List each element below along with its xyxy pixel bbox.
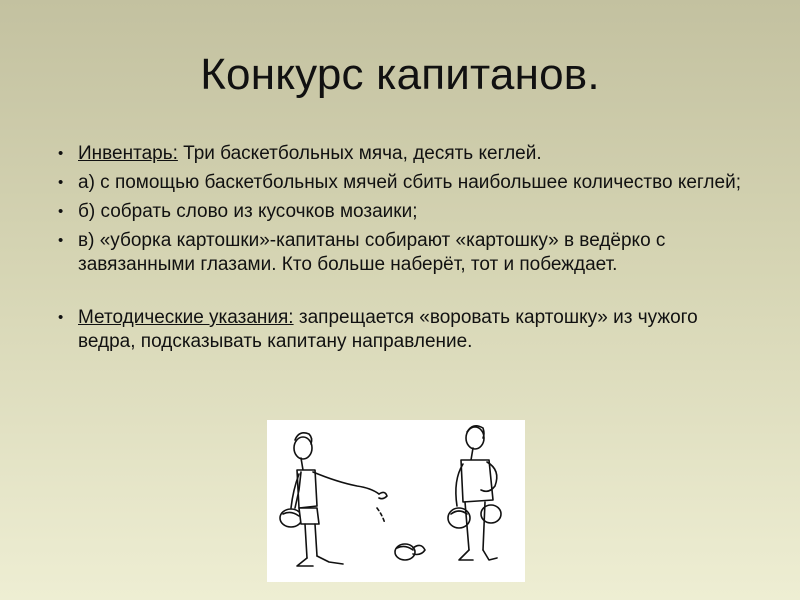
bullet-inventory — [58, 142, 758, 166]
left-boxer-figure — [280, 433, 387, 566]
bullet-guidelines — [58, 306, 758, 354]
bullet-dot: • — [58, 232, 64, 249]
bullet-dot: • — [58, 174, 64, 191]
bullet-task-c — [58, 229, 758, 277]
bullet-task-a — [58, 171, 758, 195]
flying-glove — [377, 508, 425, 560]
right-boxer-figure — [448, 426, 501, 560]
inventory-text: Три баскетбольных мяча, десять кеглей. — [177, 143, 542, 164]
task-c-text: в) «уборка картошки»-капитаны собирают «картошку» в ведёрко с завязанными глазами. Кто больше наберёт, тот и побеждает. — [78, 230, 666, 275]
bullet-dot: • — [58, 203, 64, 220]
slide-title: Конкурс капитанов. — [200, 50, 600, 99]
inventory-label: Инвентарь: — [78, 143, 178, 164]
guidelines-text: запрещается «воровать картошку» из чужого ведра, подсказывать капитану направление. — [78, 307, 698, 352]
guidelines-label: Методические указания: — [78, 307, 294, 328]
bullet-task-b — [58, 200, 758, 224]
spacer — [58, 282, 758, 306]
bullet-list — [58, 142, 758, 359]
task-b-text: б) собрать слово из кусочков мозаики; — [78, 201, 418, 222]
boxers-illustration — [267, 420, 525, 582]
bullet-dot: • — [58, 309, 64, 326]
bullet-dot: • — [58, 145, 64, 162]
task-a-text: а) с помощью баскетбольных мячей сбить наибольшее количество кеглей; — [78, 172, 741, 193]
